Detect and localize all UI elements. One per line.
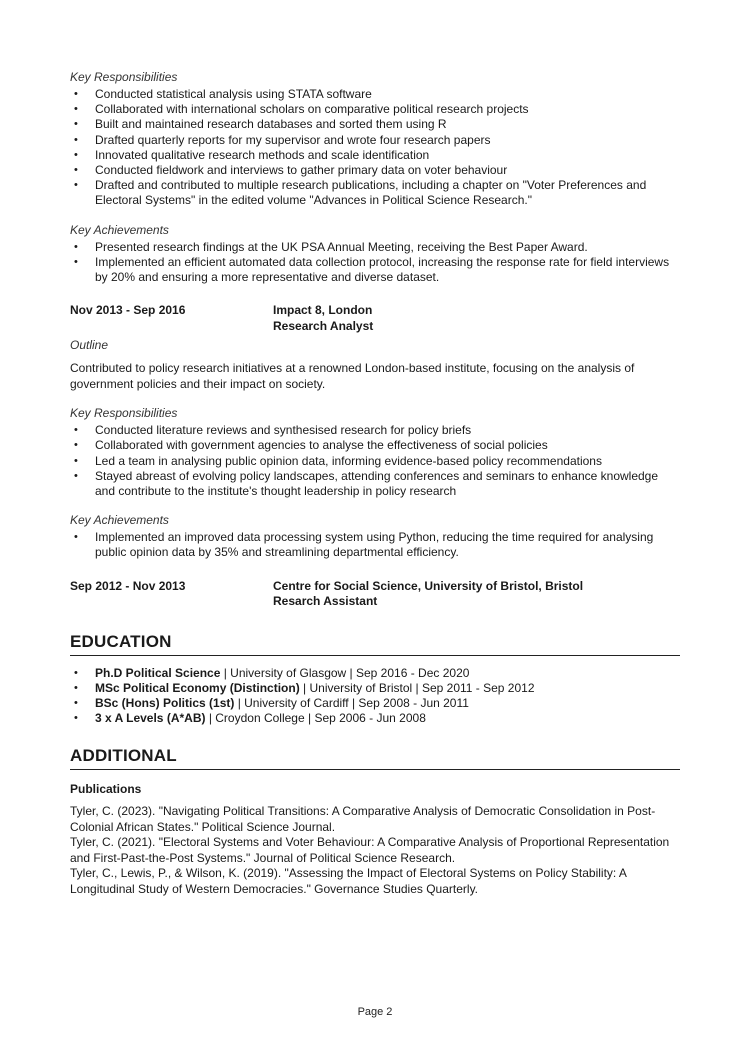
job2-employer: Impact 8, London xyxy=(273,303,373,318)
list-item: • Collaborated with government agencies to analyse the effectiveness of social policies xyxy=(70,438,680,453)
job2-achievements-list xyxy=(70,530,680,560)
job3-header xyxy=(70,579,680,610)
list-item xyxy=(70,696,680,711)
education-degree: 3 x A Levels (A*AB) xyxy=(95,711,206,726)
job1-responsibilities-list xyxy=(70,87,680,209)
job2-responsibilities-label: Key Responsibilities xyxy=(70,406,178,421)
list-item: • Led a team in analysing public opinion data, informing evidence-based policy recommendations xyxy=(70,454,680,469)
job1-responsibilities-label: Key Responsibilities xyxy=(70,70,178,84)
publication-entry: Tyler, C. (2021). "Electoral Systems and Voter Behaviour: A Comparative Analysis of Proportional Representation and First-Past-the-Post Systems." Journal of Political Science Research. xyxy=(70,835,670,865)
publications-heading: Publications xyxy=(70,782,142,797)
list-item: • Conducted literature reviews and synthesised research for policy briefs xyxy=(70,423,680,438)
list-item: • Drafted and contributed to multiple research publications, including a chapter on "Voter Preferences and Electoral Systems" in the edited volume "Advances in Political Science Research." xyxy=(70,178,680,208)
education-list xyxy=(70,666,680,727)
resume-page xyxy=(70,70,680,897)
education-details: | University of Cardiff | Sep 2008 - Jun 2011 xyxy=(234,696,469,711)
education-details: | University of Bristol | Sep 2011 - Sep 2012 xyxy=(299,680,535,695)
list-item: • Collaborated with international scholars on comparative political research projects xyxy=(70,102,680,117)
list-item: • Drafted quarterly reports for my supervisor and wrote four research papers xyxy=(70,133,680,148)
list-item xyxy=(70,681,680,696)
list-item: • Conducted statistical analysis using STATA software xyxy=(70,87,680,102)
job2-achievements-label: Key Achievements xyxy=(70,513,169,528)
job3-role: Resarch Assistant xyxy=(273,594,378,609)
list-item xyxy=(70,711,680,726)
job2-header xyxy=(70,303,680,334)
publication-entry: Tyler, C. (2023). "Navigating Political Transitions: A Comparative Analysis of Democratic Consolidation in Post-Colonial African States." Political Science Journal. xyxy=(70,804,656,834)
education-details: | Croydon College | Sep 2006 - Jun 2008 xyxy=(205,711,426,726)
job1-achievements-label: Key Achievements xyxy=(70,222,169,237)
list-item: • Presented research findings at the UK PSA Annual Meeting, receiving the Best Paper Award. xyxy=(70,240,680,255)
publication-entry: Tyler, C., Lewis, P., & Wilson, K. (2019). "Assessing the Impact of Electoral Systems on Policy Stability: A Longitudinal Study of Western Democracies." Governance Studies Quarterly. xyxy=(70,866,627,896)
list-item: • Implemented an improved data processing system using Python, reducing the time required for analysing public opinion data by 35% and streamlining departmental efficiency. xyxy=(70,530,680,560)
job3-dates: Sep 2012 - Nov 2013 xyxy=(70,578,186,593)
list-item: • Innovated qualitative research methods and scale identification xyxy=(70,148,680,163)
job3-employer: Centre for Social Science, University of Bristol, Bristol xyxy=(273,578,584,593)
education-heading: EDUCATION xyxy=(70,632,680,656)
education-degree: Ph.D Political Science xyxy=(95,665,221,680)
page-number: Page 2 xyxy=(357,1006,393,1018)
list-item: • Conducted fieldwork and interviews to gather primary data on voter behaviour xyxy=(70,163,680,178)
list-item: • Implemented an efficient automated data collection protocol, increasing the response rate for field interviews by 20% and ensuring a more representative and diverse dataset. xyxy=(70,255,680,285)
job2-outline-label: Outline xyxy=(70,338,109,353)
education-details: | University of Glasgow | Sep 2016 - Dec 2020 xyxy=(220,665,470,680)
education-degree: MSc Political Economy (Distinction) xyxy=(95,680,300,695)
job2-role: Research Analyst xyxy=(273,318,374,333)
job1-achievements-list xyxy=(70,240,680,286)
education-degree: BSc (Hons) Politics (1st) xyxy=(95,696,235,711)
list-item xyxy=(70,666,680,681)
job2-responsibilities-list xyxy=(70,423,680,499)
list-item: • Built and maintained research databases and sorted them using R xyxy=(70,117,680,132)
additional-heading: ADDITIONAL xyxy=(70,746,680,770)
list-item: • Stayed abreast of evolving policy landscapes, attending conferences and seminars to enhance knowledge and contribute to the institute's thought leadership in policy research xyxy=(70,469,680,499)
job2-outline-text: Contributed to policy research initiatives at a renowned London-based institute, focusing on the analysis of government policies and their impact on society. xyxy=(70,361,635,391)
job2-dates: Nov 2013 - Sep 2016 xyxy=(70,303,186,318)
